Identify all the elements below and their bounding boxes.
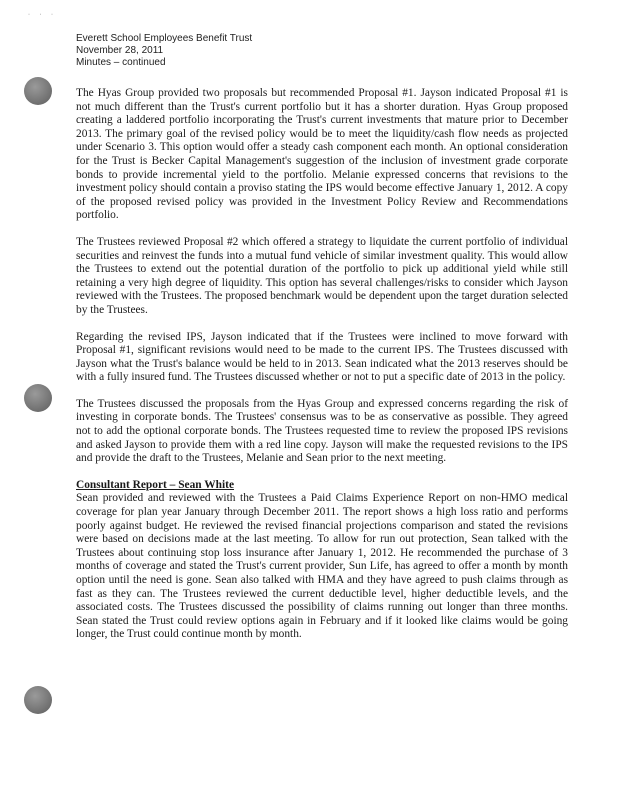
meeting-date: November 28, 2011: [76, 45, 164, 56]
punch-hole-top: [24, 77, 52, 105]
paragraph-proposal-2: The Trustees reviewed Proposal #2 which offered a strategy to liquidate the current portfolio of individual securities and reinvest the funds into a mutual fund vehicle of similar investment quality. This would allow the Trustees to extend out the potential duration of the portfolio to pick up additional yield while still retaining a very high degree of liquidity. This option has several challenges/risks to consider which Jayson reviewed with the Trustees. The proposed benchmark would be dependent upon the target duration selected by the Trustees.: [76, 235, 568, 316]
minutes-body: [76, 87, 568, 655]
section-heading-consultant-report: Consultant Report – Sean White: [76, 478, 235, 491]
punch-hole-middle: [24, 384, 52, 412]
scan-specks: · · ·: [28, 12, 57, 18]
paragraph-consultant-report: Sean provided and reviewed with the Trustees a Paid Claims Experience Report on non-HMO medical coverage for plan year January through December 2011. The report shows a high loss ratio and performs poorly against budget. He reviewed the revised financial projections comparison and stated the revisions were based on decisions made at the last meeting. To allow for run out protection, Sean talked with the Trustees about continuing stop loss insurance after January 1, 2012. He recommended the purchase of 3 months of coverage and stated the Trust's current provider, Sun Life, has agreed to offer a month by month option until the need is gone. Sean also talked with HMA and they have agreed to push claims through as fast as they can. The Trustees reviewed the current deductible level, higher deductible levels, and the associated costs. The Trustees discussed the possibility of claims running out longer than three months. Sean stated the Trust could review options again in February and if it looked like claims would be going longer, the Trust could continue month by month.: [76, 492, 568, 641]
page-header: [76, 33, 252, 69]
paragraph-revised-ips: Regarding the revised IPS, Jayson indicated that if the Trustees were inclined to move forward with Proposal #1, significant revisions would need to be made to the current IPS. The Trustees discussed with Jayson what the Trust's balance would be held to in 2013. Sean indicated what the 2013 reserves should be with a fully insured fund. The Trustees discussed whether or not to put a specific date of 2013 in the policy.: [76, 330, 568, 384]
organization-name: Everett School Employees Benefit Trust: [76, 33, 253, 44]
page-subtitle: Minutes – continued: [76, 57, 166, 68]
punch-hole-bottom: [24, 686, 52, 714]
paragraph-proposal-1: The Hyas Group provided two proposals but recommended Proposal #1. Jayson indicated Proposal #1 is not much different than the Trust's current portfolio but it has a shorter duration. Hyas Group proposed creating a laddered portfolio incorporating the Trust's current investments that mature prior to December 2013. The primary goal of the revised policy would be to meet the liquidity/cash flow needs as projected under Scenario 3. This option would offer a steady cash component each month. An optional consideration for the Trust is Becker Capital Management's suggestion of the inclusion of investment grade corporate bonds to provide incremental yield to the portfolio. Melanie expressed concerns that revisions to the investment policy should contain a proviso stating the IPS would become effective January 1, 2012. A copy of the proposed revised policy was provided in the Investment Policy Review and Recommendations portfolio.: [76, 87, 568, 222]
paragraph-trustees-discussion: The Trustees discussed the proposals from the Hyas Group and expressed concerns regarding the risk of investing in corporate bonds. The Trustees' consensus was to be as conservative as possible. They agreed not to add the optional corporate bonds. The Trustees requested time to review the proposed IPS revisions and asked Jayson to provide them with a red line copy. Jayson will make the requested revisions to the IPS and provide the draft to the Trustees, Melanie and Sean prior to the next meeting.: [76, 397, 568, 465]
